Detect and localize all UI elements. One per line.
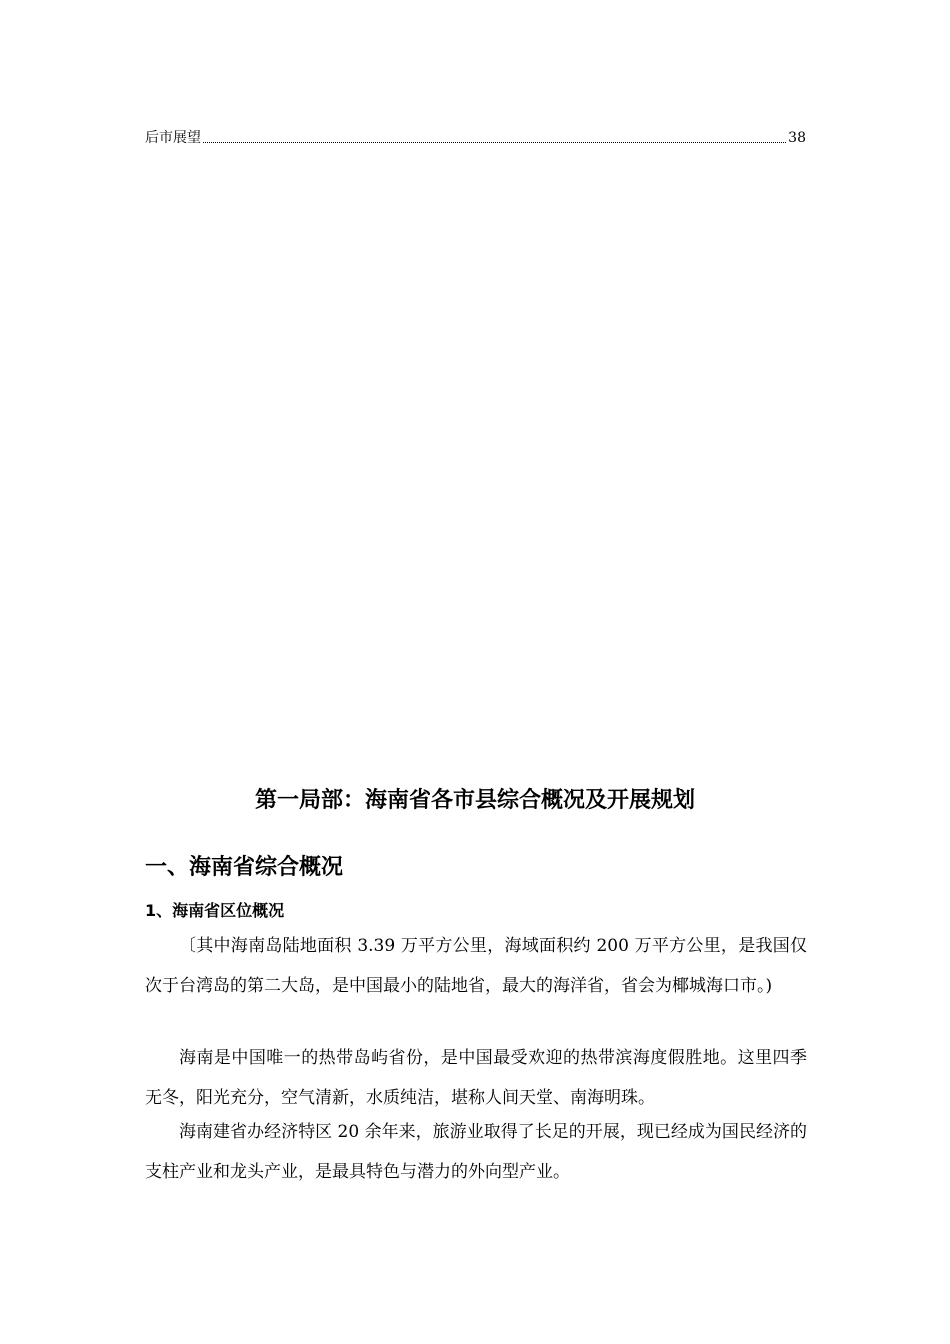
- section-subheading: 1、海南省区位概况: [145, 901, 285, 920]
- toc-entry[interactable]: [145, 127, 806, 147]
- part-title: 第一局部：海南省各市县综合概况及开展规划: [254, 788, 695, 813]
- toc-entry-page-number: 38: [788, 130, 806, 146]
- section-heading: 一、海南省综合概况: [145, 855, 344, 880]
- body-paragraph-tourism: 海南是中国唯一的热带岛屿省份，是中国最受欢迎的热带滨海度假胜地。这里四季无冬，阳光充分，空气清新，水质纯洁，堪称人间天堂、南海明珠。: [145, 1048, 807, 1108]
- body-paragraph-economy: 海南建省办经济特区 20 余年来，旅游业取得了长足的开展，现已经成为国民经济的支柱产业和龙头产业，是最具特色与潜力的外向型产业。: [145, 1122, 807, 1182]
- toc-entry-label: 后市展望: [145, 130, 201, 146]
- body-paragraph-area: 〔其中海南岛陆地面积 3.39 万平方公里，海域面积约 200 万平方公里，是我国仅次于台湾岛的第二大岛，是中国最小的陆地省，最大的海洋省，省会为椰城海口市。): [145, 936, 807, 996]
- toc-dot-leader: [203, 142, 786, 143]
